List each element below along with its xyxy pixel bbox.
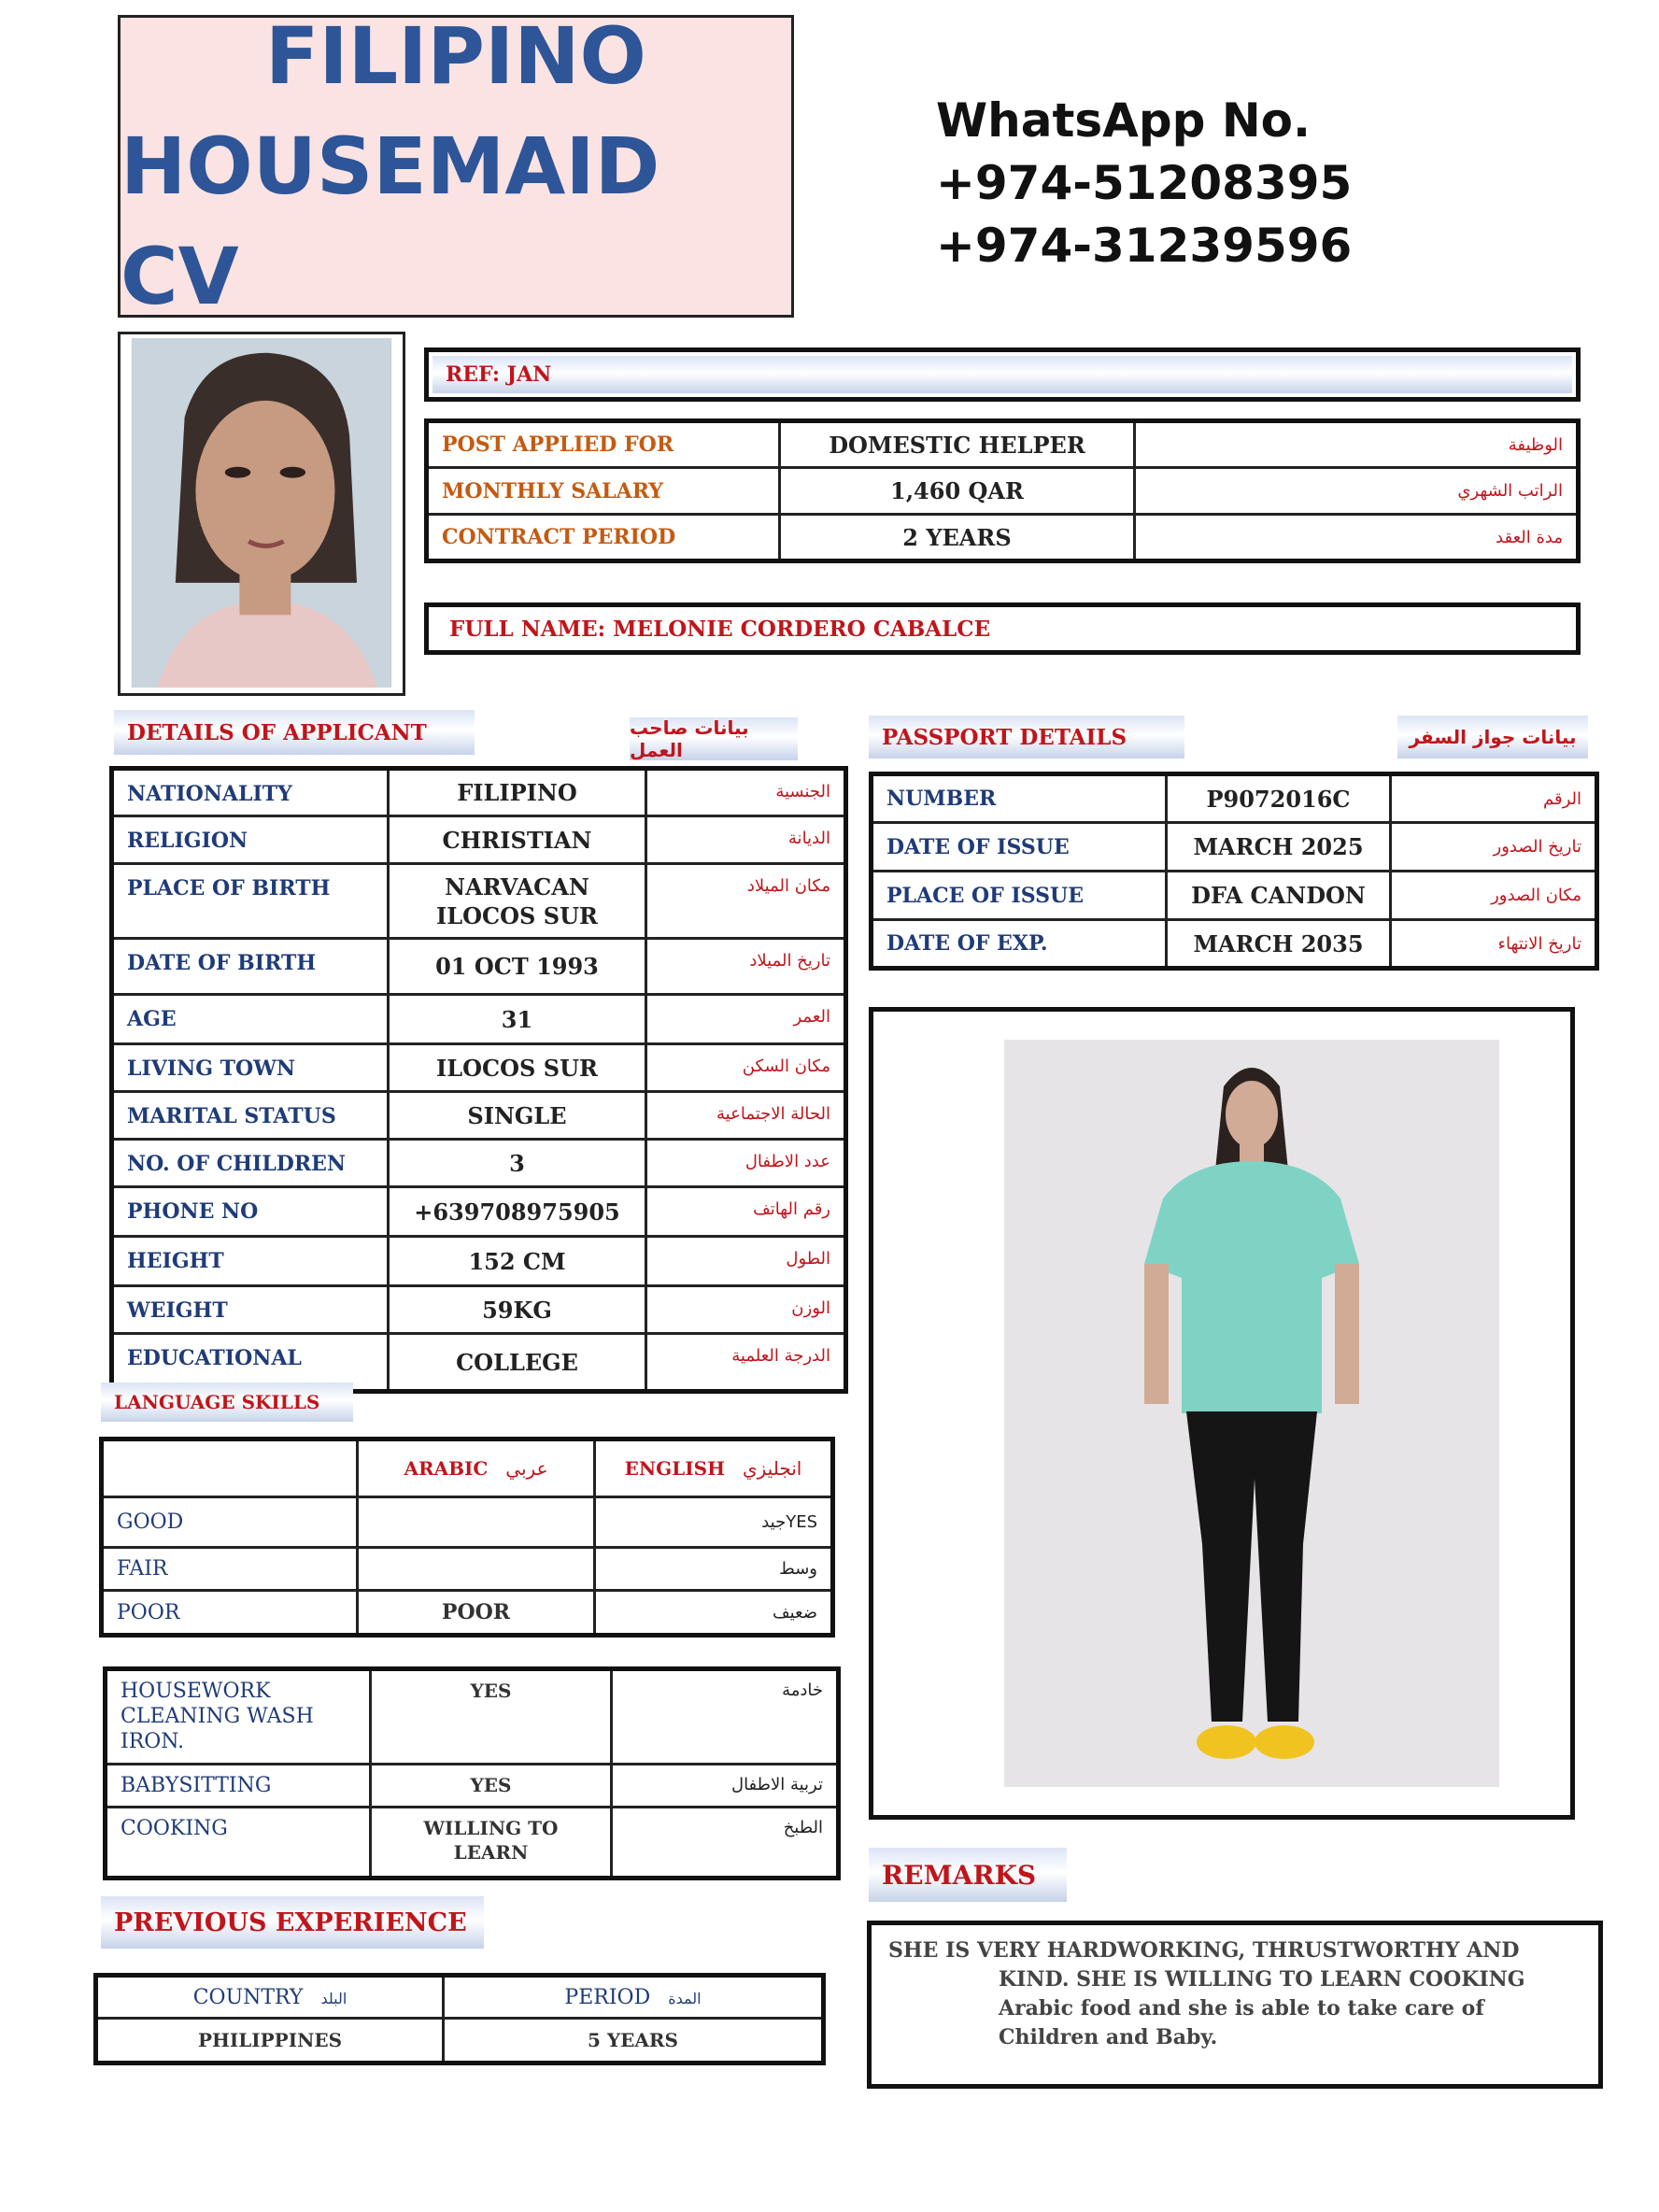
passport-title-arabic: بيانات جواز السفر — [1397, 716, 1588, 759]
language-level: POOR — [102, 1591, 358, 1636]
skill-label-arabic: تربية الاطفال — [612, 1765, 839, 1808]
header-english: ENGLISH — [624, 1457, 725, 1480]
passport-row — [872, 774, 1597, 823]
passport-label: PLACE OF ISSUE — [872, 872, 1167, 920]
details-label: DATE OF BIRTH — [112, 939, 389, 995]
language-row — [102, 1591, 833, 1636]
details-value-text: NARVACAN — [445, 873, 589, 900]
remarks-title: REMARKS — [869, 1848, 1067, 1902]
language-english-value: وسط — [595, 1548, 833, 1591]
details-row — [112, 995, 846, 1044]
skill-row — [106, 1669, 839, 1765]
header-arabic-ar: عربي — [505, 1457, 548, 1480]
details-value-text: +639708975905 — [414, 1198, 620, 1226]
full-body-photo-frame — [869, 1007, 1575, 1820]
skill-label-arabic: الطبخ — [612, 1808, 839, 1879]
details-row — [112, 1044, 846, 1092]
remarks-line-4: Children and Baby. — [999, 2025, 1218, 2049]
remarks-line-3: Arabic food and she is able to take care of — [999, 1996, 1484, 2021]
header-period-ar: المدة — [668, 1989, 702, 2007]
skill-value-line: YES — [470, 1774, 512, 1796]
details-value-text: 3 — [509, 1149, 525, 1177]
passport-label-arabic: تاريخ الانتهاء — [1391, 920, 1597, 969]
skill-value — [371, 1808, 612, 1879]
details-value — [389, 1334, 646, 1392]
post-row — [427, 468, 1579, 515]
passport-table — [869, 772, 1599, 971]
skill-value-line: YES — [470, 1680, 512, 1702]
passport-label-arabic: مكان الصدور — [1391, 872, 1597, 920]
passport-label: DATE OF ISSUE — [872, 823, 1167, 872]
ref-code: REF: JAN — [432, 356, 1572, 393]
language-level: GOOD — [102, 1497, 358, 1548]
details-title-arabic: بيانات صاحب العمل — [630, 717, 798, 760]
details-value — [389, 1237, 646, 1286]
skill-row — [106, 1808, 839, 1879]
passport-value: P9072016C — [1167, 774, 1391, 823]
whatsapp-contact — [936, 90, 1352, 277]
details-value — [389, 816, 646, 864]
skill-row — [106, 1765, 839, 1808]
details-label-arabic: الوزن — [646, 1286, 846, 1334]
details-title: DETAILS OF APPLICANT — [114, 710, 475, 755]
details-label: LIVING TOWN — [112, 1044, 389, 1092]
passport-title: PASSPORT DETAILS — [869, 716, 1184, 759]
skill-label-line: CLEANING WASH — [121, 1705, 314, 1728]
language-title: LANGUAGE SKILLS — [101, 1382, 353, 1422]
passport-value: MARCH 2025 — [1167, 823, 1391, 872]
details-label: NATIONALITY — [112, 769, 389, 816]
header-english-ar: انجليزي — [742, 1457, 802, 1480]
whatsapp-phone-2: +974-31239596 — [936, 219, 1353, 273]
skill-label-line: IRON. — [121, 1730, 185, 1753]
details-row — [112, 1092, 846, 1140]
details-label: PLACE OF BIRTH — [112, 864, 389, 939]
details-label-arabic: الطول — [646, 1237, 846, 1286]
details-row — [112, 816, 846, 864]
applicant-face-photo — [118, 332, 405, 696]
details-value-text: 152 CM — [468, 1247, 566, 1275]
whatsapp-phone-1: +974-51208395 — [936, 156, 1353, 210]
skill-label-line: BABYSITTING — [121, 1774, 272, 1797]
details-label-arabic: مكان السكن — [646, 1044, 846, 1092]
language-arabic-value: POOR — [358, 1591, 595, 1636]
passport-row — [872, 823, 1597, 872]
post-row — [427, 421, 1579, 468]
details-value — [389, 1286, 646, 1334]
skill-label — [106, 1669, 371, 1765]
details-label: NO. OF CHILDREN — [112, 1140, 389, 1187]
skill-value — [371, 1669, 612, 1765]
details-label: AGE — [112, 995, 389, 1044]
skill-label-line: COOKING — [121, 1817, 228, 1840]
passport-label-arabic: الرقم — [1391, 774, 1597, 823]
details-value — [389, 769, 646, 816]
details-value-text: ILOCOS SUR — [436, 1054, 598, 1082]
post-label-arabic: مدة العقد — [1135, 515, 1579, 561]
details-row — [112, 1187, 846, 1237]
details-value — [389, 864, 646, 939]
language-table — [99, 1437, 835, 1638]
passport-label: DATE OF EXP. — [872, 920, 1167, 969]
remarks-line-2: KIND. SHE IS WILLING TO LEARN COOKING — [999, 1967, 1525, 1992]
post-label: MONTHLY SALARY — [427, 468, 780, 515]
post-value: 1,460 QAR — [780, 468, 1135, 515]
details-label-arabic: تاريخ الميلاد — [646, 939, 846, 995]
skill-label-line: HOUSEWORK — [121, 1680, 271, 1703]
language-english-value: جيدYES — [595, 1497, 833, 1548]
details-label-arabic: الجنسية — [646, 769, 846, 816]
skill-value-line: LEARN — [453, 1841, 529, 1864]
header-arabic: ARABIC — [404, 1457, 489, 1480]
experience-header-row — [96, 1976, 824, 2019]
post-label: POST APPLIED FOR — [427, 421, 780, 468]
header-country: COUNTRY — [192, 1985, 304, 2009]
details-value-text: 31 — [501, 1005, 533, 1033]
experience-table — [93, 1973, 826, 2065]
post-label-arabic: الوظيفة — [1135, 421, 1579, 468]
details-label-arabic: عدد الاطفال — [646, 1140, 846, 1187]
header-country-ar: البلد — [320, 1989, 347, 2007]
details-value-text: CHRISTIAN — [442, 826, 592, 854]
passport-row — [872, 920, 1597, 969]
language-header-row — [102, 1439, 833, 1497]
details-label: HEIGHT — [112, 1237, 389, 1286]
post-value: 2 YEARS — [780, 515, 1135, 561]
details-value — [389, 1092, 646, 1140]
experience-title: PREVIOUS EXPERIENCE — [101, 1896, 484, 1949]
experience-period: 5 YEARS — [444, 2019, 824, 2063]
details-value-text: SINGLE — [467, 1101, 567, 1129]
language-english-value: ضعيف — [595, 1591, 833, 1636]
details-table — [109, 766, 848, 1394]
language-row — [102, 1548, 833, 1591]
details-value — [389, 995, 646, 1044]
remarks-box — [867, 1921, 1603, 2089]
details-value — [389, 1187, 646, 1237]
skill-value-line: WILLING TO — [423, 1817, 559, 1839]
details-label-arabic: الديانة — [646, 816, 846, 864]
passport-value: MARCH 2035 — [1167, 920, 1391, 969]
details-value-text-2: ILOCOS SUR — [436, 902, 598, 929]
passport-label: NUMBER — [872, 774, 1167, 823]
skill-value — [371, 1765, 612, 1808]
skills-table — [103, 1666, 841, 1880]
details-value — [389, 1044, 646, 1092]
remarks-line-1: SHE IS VERY HARDWORKING, THRUSTWORTHY AND — [888, 1938, 1520, 1963]
post-label-arabic: الراتب الشهري — [1135, 468, 1579, 515]
skill-label — [106, 1765, 371, 1808]
whatsapp-label: WhatsApp No. — [936, 93, 1312, 148]
post-label: CONTRACT PERIOD — [427, 515, 780, 561]
details-label-arabic: الدرجة العلمية — [646, 1334, 846, 1392]
skill-label-arabic: خادمة — [612, 1669, 839, 1765]
details-value-text: COLLEGE — [456, 1348, 578, 1376]
cv-title-box — [118, 10, 794, 322]
details-label-arabic: رقم الهاتف — [646, 1187, 846, 1237]
skill-label — [106, 1808, 371, 1879]
details-value-text: 01 OCT 1993 — [435, 953, 599, 980]
details-row — [112, 769, 846, 816]
details-row — [112, 1140, 846, 1187]
post-row — [427, 515, 1579, 561]
details-value-text: FILIPINO — [457, 779, 577, 806]
applicant-full-body-photo — [1004, 1040, 1499, 1787]
passport-value: DFA CANDON — [1167, 872, 1391, 920]
details-label: RELIGION — [112, 816, 389, 864]
details-label-arabic: العمر — [646, 995, 846, 1044]
title-line-1: FILIPINO — [265, 10, 646, 102]
language-arabic-value — [358, 1497, 595, 1548]
details-value-text: 59KG — [482, 1296, 552, 1324]
details-label: WEIGHT — [112, 1286, 389, 1334]
details-label-arabic: مكان الميلاد — [646, 864, 846, 939]
details-label: MARITAL STATUS — [112, 1092, 389, 1140]
experience-row — [96, 2019, 824, 2063]
details-label-arabic: الحالة الاجتماعية — [646, 1092, 846, 1140]
ref-box — [424, 347, 1581, 402]
post-value: DOMESTIC HELPER — [780, 421, 1135, 468]
experience-country: PHILIPPINES — [96, 2019, 444, 2063]
full-name: FULL NAME: MELONIE CORDERO CABALCE — [424, 603, 1581, 655]
details-value — [389, 1140, 646, 1187]
details-value — [389, 939, 646, 995]
details-label: EDUCATIONAL — [112, 1334, 389, 1392]
language-row — [102, 1497, 833, 1548]
language-arabic-value — [358, 1548, 595, 1591]
details-row — [112, 1286, 846, 1334]
details-row — [112, 1237, 846, 1286]
details-row — [112, 864, 846, 939]
title-line-2: HOUSEMAID CV — [121, 121, 660, 322]
language-level: FAIR — [102, 1548, 358, 1591]
passport-label-arabic: تاريخ الصدور — [1391, 823, 1597, 872]
passport-row — [872, 872, 1597, 920]
header-period: PERIOD — [564, 1985, 651, 2009]
details-row — [112, 939, 846, 995]
post-table — [424, 418, 1581, 563]
details-label: PHONE NO — [112, 1187, 389, 1237]
